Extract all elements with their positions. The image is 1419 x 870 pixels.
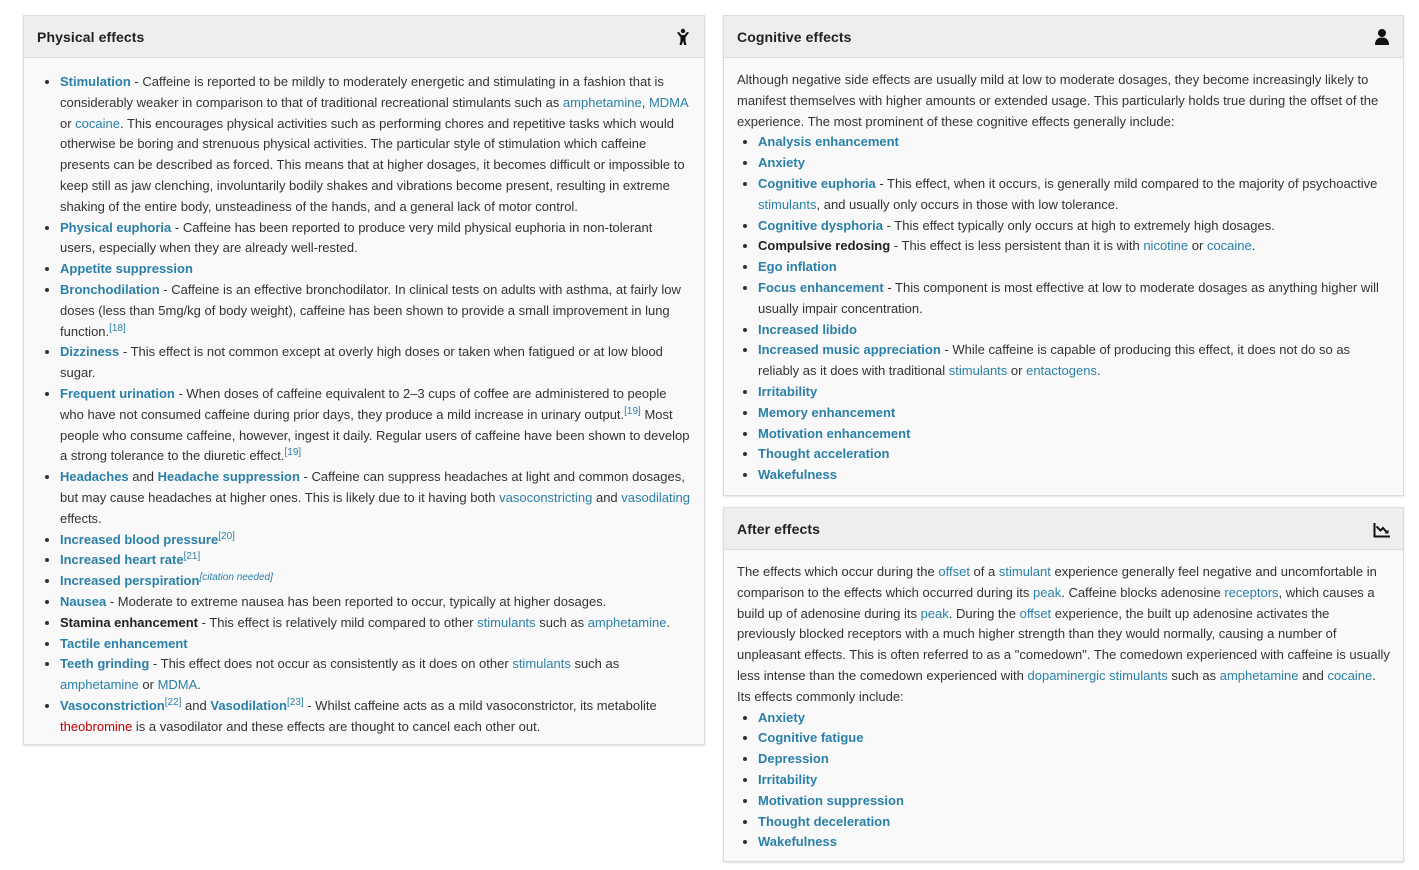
link[interactable]: nicotine bbox=[1143, 238, 1189, 254]
link[interactable]: amphetamine bbox=[1219, 667, 1299, 683]
list-item bbox=[60, 550, 690, 571]
effect-link[interactable]: Wakefulness bbox=[758, 467, 837, 483]
effect-link[interactable]: Analysis enhancement bbox=[758, 134, 899, 150]
effect-description: - Caffeine can suppress headaches at light and common dosages, but may cause headaches at higher ones. This is likely due to it having both bbox=[60, 469, 685, 505]
effect-description: - This effect is not common except at overly high doses or taken when fatigued or at low blood sugar. bbox=[60, 344, 663, 381]
effect-description: Most people who consume caffeine, however, ingest it daily. Regular users of caffeine have been shown to develop a strong tolerance to the diuretic effect. bbox=[60, 406, 690, 464]
text: . Its effects commonly include: bbox=[737, 667, 1376, 704]
text: . bbox=[666, 614, 671, 630]
effect-description: - Caffeine is reported to be mildly to moderately energetic and stimulating in a fashion that is considerably weaker in comparison to that of traditional recreational stimulants such as bbox=[60, 74, 664, 110]
physical-effects-panel bbox=[23, 15, 705, 745]
reference[interactable]: [23] bbox=[286, 696, 304, 708]
effect-link[interactable]: Increased music appreciation bbox=[758, 342, 941, 358]
effect-link[interactable]: Vasodilation bbox=[210, 697, 287, 713]
red-link[interactable]: theobromine bbox=[60, 718, 133, 734]
effect-link[interactable]: Tactile enhancement bbox=[60, 635, 188, 651]
reference[interactable]: [19] bbox=[284, 447, 302, 459]
list-item bbox=[758, 791, 1390, 812]
text: , and usually only occurs in those with low tolerance. bbox=[816, 196, 1119, 212]
link[interactable]: cocaine bbox=[1206, 238, 1252, 254]
link[interactable]: vasodilating bbox=[621, 489, 690, 505]
after-effects-body bbox=[724, 550, 1403, 853]
effect-link[interactable]: Increased blood pressure bbox=[60, 531, 219, 547]
list-item bbox=[60, 384, 690, 467]
effect-name: Stamina enhancement bbox=[60, 614, 198, 630]
text: The effects which occur during the bbox=[737, 564, 939, 579]
text: . bbox=[1251, 238, 1256, 254]
effect-description: - Caffeine has been reported to produce very mild physical euphoria in non-tolerant users, especially when they are already well-rested. bbox=[60, 219, 653, 256]
text: , which causes a build up of adenosine during its bbox=[737, 584, 1375, 621]
after-intro bbox=[737, 562, 1390, 708]
list-item bbox=[60, 342, 690, 384]
text: . This encourages physical activities such as performing chores and repetitive tasks which would otherwise be boring and strenuous physical activities. The particular style of stimulation which caffeine presents can be described as forced. This means that at higher dosages, it becomes difficult or impossible to keep still as jaw clenching, involuntarily bodily shakes and vibrations become present, resulting in extreme shaking of the entire body, unsteadiness of the hands, and a general lack of motor control. bbox=[60, 115, 685, 214]
effect-description: - This effect typically only occurs at high to extremely high dosages. bbox=[882, 217, 1275, 233]
effect-description: - Whilst caffeine acts as a mild vasoconstrictor, its metabolite bbox=[303, 697, 657, 713]
list-item bbox=[758, 257, 1390, 278]
effect-link[interactable]: Appetite suppression bbox=[60, 261, 193, 277]
list-item bbox=[758, 278, 1390, 320]
effect-link[interactable]: Anxiety bbox=[758, 709, 805, 725]
list-item bbox=[758, 749, 1390, 770]
link[interactable]: MDMA bbox=[648, 94, 688, 110]
list-item bbox=[60, 259, 690, 280]
link[interactable]: stimulants bbox=[512, 656, 571, 672]
effect-link[interactable]: Nausea bbox=[60, 593, 107, 609]
physical-effects-body bbox=[24, 58, 704, 738]
reference[interactable]: [18] bbox=[109, 322, 126, 334]
effect-description: - When doses of caffeine equivalent to 2–3 cups of coffee are administered to people who have not consumed caffeine during prior days, they produce a mild increase in urinary output. bbox=[60, 385, 667, 422]
effect-link[interactable]: Ego inflation bbox=[758, 259, 837, 275]
link[interactable]: amphetamine bbox=[587, 614, 667, 630]
text: or bbox=[138, 677, 158, 693]
link[interactable]: stimulants bbox=[758, 196, 817, 212]
effect-link[interactable]: Frequent urination bbox=[60, 385, 175, 401]
text: is a vasodilator and these effects are thought to cancel each other out. bbox=[132, 718, 541, 734]
list-item bbox=[758, 340, 1390, 382]
list-item bbox=[758, 728, 1390, 749]
effect-link[interactable]: Increased heart rate bbox=[60, 552, 184, 568]
effect-link[interactable]: Irritability bbox=[758, 771, 818, 787]
list-item bbox=[60, 696, 690, 738]
link[interactable]: amphetamine bbox=[60, 677, 139, 693]
text: such as bbox=[1167, 667, 1220, 683]
physical-effects-title: Physical effects bbox=[37, 28, 145, 45]
effect-description: - This component is most effective at low to moderate dosages as anything higher will usually impair concentration. bbox=[758, 279, 1379, 316]
link[interactable]: offset bbox=[938, 564, 970, 579]
after-effects-title: After effects bbox=[737, 520, 820, 537]
effect-link[interactable]: Vasoconstriction bbox=[60, 697, 165, 713]
text: and bbox=[1298, 667, 1328, 683]
list-item bbox=[758, 770, 1390, 791]
reference[interactable]: [22] bbox=[164, 696, 182, 708]
effect-link[interactable]: Memory enhancement bbox=[758, 404, 896, 420]
link[interactable]: cocaine bbox=[1327, 667, 1373, 683]
effect-link[interactable]: Physical euphoria bbox=[60, 219, 172, 235]
list-item bbox=[758, 132, 1390, 153]
cognitive-intro: Although negative side effects are usually mild at low to moderate dosages, they become increasingly likely to manifest themselves with higher amounts or extended usage. This particularly holds true during the offset of the experience. The most prominent of these cognitive effects generally include: bbox=[737, 72, 1379, 129]
cognitive-effects-title: Cognitive effects bbox=[737, 28, 852, 45]
text: . bbox=[1096, 363, 1101, 379]
link[interactable]: dopaminergic stimulants bbox=[1027, 667, 1168, 683]
reference[interactable]: [19] bbox=[624, 405, 641, 417]
cognitive-effects-header bbox=[724, 16, 1403, 58]
list-item bbox=[758, 236, 1390, 257]
list-item bbox=[758, 465, 1390, 486]
cognitive-effects-list bbox=[737, 132, 1390, 486]
effect-link[interactable]: Motivation suppression bbox=[758, 792, 904, 808]
list-item bbox=[60, 280, 690, 342]
link[interactable]: peak bbox=[920, 605, 949, 621]
effect-description: - Caffeine is an effective bronchodilator. In clinical tests on adults with asthma, at fairly low doses (less than 5mg/kg of body weight), caffeine has been shown to provide a small improvement in lung function. bbox=[60, 281, 681, 339]
link[interactable]: peak bbox=[1033, 584, 1062, 600]
effect-link[interactable]: Headache suppression bbox=[157, 469, 300, 485]
effect-link[interactable]: Wakefulness bbox=[758, 834, 837, 850]
effect-link[interactable]: Increased perspiration bbox=[60, 573, 200, 589]
effect-description: - This effect does not occur as consistently as it does on other bbox=[149, 656, 513, 672]
list-item bbox=[758, 424, 1390, 445]
trend-down-icon bbox=[1373, 520, 1391, 538]
link[interactable]: vasoconstricting bbox=[499, 489, 593, 505]
after-effects-list bbox=[737, 708, 1390, 854]
list-item bbox=[758, 708, 1390, 729]
link[interactable]: MDMA bbox=[157, 677, 198, 693]
text: , bbox=[641, 94, 649, 110]
text: of a bbox=[969, 564, 999, 579]
list-item bbox=[758, 216, 1390, 237]
link[interactable]: stimulant bbox=[998, 564, 1051, 579]
list-item bbox=[758, 174, 1390, 216]
physical-effects-list bbox=[39, 72, 690, 738]
effect-description: - This effect, when it occurs, is generally mild compared to the majority of psychoactive bbox=[875, 175, 1378, 191]
list-item bbox=[758, 382, 1390, 403]
link[interactable]: cocaine bbox=[75, 115, 120, 131]
effect-link[interactable]: Headaches bbox=[60, 469, 129, 485]
list-item bbox=[758, 320, 1390, 341]
text: experience generally feel negative and uncomfortable in comparison to the effects which occurred during its bbox=[737, 564, 1377, 600]
text: and bbox=[128, 469, 158, 485]
effect-description: - This effect is relatively mild compared to other bbox=[198, 614, 478, 630]
list-item bbox=[60, 654, 690, 696]
list-item bbox=[758, 832, 1390, 853]
effect-link[interactable]: Teeth grinding bbox=[60, 656, 150, 672]
text: . Caffeine blocks adenosine bbox=[1061, 584, 1225, 600]
cognitive-effects-panel bbox=[723, 15, 1404, 496]
list-item bbox=[758, 812, 1390, 833]
after-effects-header bbox=[724, 508, 1403, 550]
list-item bbox=[758, 153, 1390, 174]
text: or bbox=[1188, 238, 1207, 254]
person-icon bbox=[674, 28, 692, 46]
effect-link[interactable]: Dizziness bbox=[60, 344, 120, 360]
effect-description: - While caffeine is capable of producing this effect, it does not do so as reliably as it does with traditional bbox=[758, 342, 1351, 379]
user-silhouette-icon bbox=[1373, 28, 1391, 46]
link[interactable]: entactogens bbox=[1026, 363, 1097, 379]
after-effects-panel bbox=[723, 507, 1404, 862]
effect-link[interactable]: Bronchodilation bbox=[60, 281, 160, 297]
effect-name: Compulsive redosing bbox=[758, 238, 891, 254]
effect-link[interactable]: Thought acceleration bbox=[758, 446, 890, 462]
cognitive-effects-body bbox=[724, 58, 1403, 486]
effect-link[interactable]: Increased libido bbox=[758, 321, 857, 337]
effect-link[interactable]: Thought deceleration bbox=[758, 813, 891, 829]
list-item bbox=[758, 444, 1390, 465]
text: such as bbox=[535, 614, 588, 630]
effect-link[interactable]: Focus enhancement bbox=[758, 279, 884, 295]
effect-link[interactable]: Irritability bbox=[758, 383, 818, 399]
effect-link[interactable]: Depression bbox=[758, 751, 829, 767]
link[interactable]: offset bbox=[1019, 605, 1052, 621]
effect-link[interactable]: Stimulation bbox=[60, 74, 131, 89]
text: such as bbox=[570, 656, 620, 672]
list-item bbox=[758, 403, 1390, 424]
list-item bbox=[60, 571, 690, 592]
effect-link[interactable]: Motivation enhancement bbox=[758, 425, 911, 441]
effect-link[interactable]: Cognitive dysphoria bbox=[758, 217, 883, 233]
list-item bbox=[60, 218, 690, 260]
list-item bbox=[60, 530, 690, 551]
link[interactable]: receptors bbox=[1224, 584, 1279, 600]
link[interactable]: stimulants bbox=[948, 363, 1008, 379]
text: or bbox=[60, 115, 76, 131]
link[interactable]: amphetamine bbox=[562, 94, 642, 110]
effect-link[interactable]: Cognitive fatigue bbox=[758, 730, 864, 746]
list-item bbox=[60, 634, 690, 655]
effect-description: - Moderate to extreme nausea has been reported to occur, typically at higher dosages. bbox=[106, 593, 607, 609]
list-item bbox=[60, 613, 690, 634]
text: and bbox=[592, 489, 622, 505]
text: . bbox=[197, 677, 201, 693]
effect-link[interactable]: Cognitive euphoria bbox=[758, 175, 876, 191]
citation-needed[interactable]: [citation needed] bbox=[199, 572, 273, 584]
effect-description: - This effect is less persistent than it is with bbox=[890, 238, 1144, 254]
reference[interactable]: [21] bbox=[183, 551, 201, 563]
text: effects. bbox=[60, 510, 102, 526]
list-item bbox=[60, 592, 690, 613]
effect-link[interactable]: Anxiety bbox=[758, 155, 805, 171]
list-item bbox=[60, 467, 690, 529]
text: and bbox=[181, 697, 211, 713]
list-item bbox=[60, 72, 690, 218]
text: experience, the built up adenosine activates the previously blocked receptors with a much higher strength than they would normally, causing a number of unpleasant effects. This is often referred to as a "comedown". The comedown experienced with caffeine is usually less intense than the comedown experienced with bbox=[737, 605, 1390, 683]
physical-effects-header bbox=[24, 16, 704, 58]
text: . During the bbox=[948, 605, 1020, 621]
link[interactable]: stimulants bbox=[477, 614, 536, 630]
text: or bbox=[1007, 363, 1027, 379]
reference[interactable]: [20] bbox=[218, 530, 235, 542]
